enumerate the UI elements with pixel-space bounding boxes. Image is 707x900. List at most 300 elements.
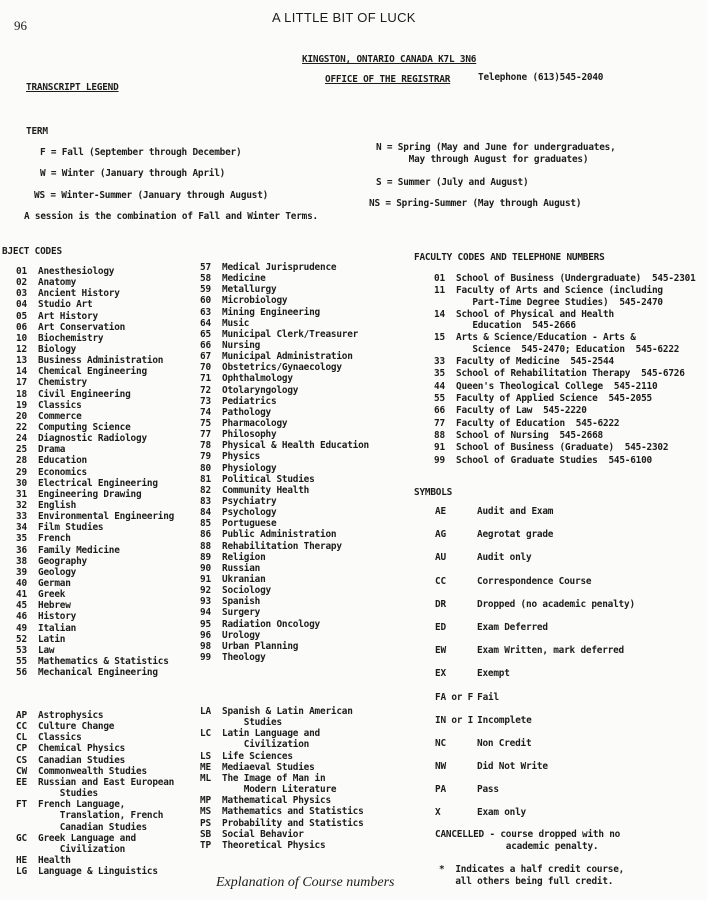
code-description: Biochemistry (38, 332, 104, 344)
letter-code-row (200, 840, 364, 851)
code-label: AE (435, 506, 446, 517)
subject-code-row (200, 440, 369, 451)
code-label: EW (435, 645, 446, 657)
faculty-code-row (434, 442, 696, 453)
code-label: 60 (200, 295, 211, 307)
code-description: Geology (38, 566, 77, 578)
code-label: 29 (16, 466, 27, 478)
code-description: Astrophysics (38, 710, 104, 721)
subject-code-row (16, 389, 174, 400)
subject-code-row (16, 411, 174, 422)
code-description: Computing Science (38, 421, 131, 433)
code-label: MS (200, 806, 211, 818)
subject-code-row (16, 667, 174, 678)
code-description: Classics (38, 399, 82, 411)
subject-codes-list-1 (16, 266, 174, 678)
code-label: 01 (434, 273, 445, 284)
code-description: Electrical Engineering (38, 477, 158, 489)
code-label: 52 (16, 633, 27, 645)
code-description: Anesthesiology (38, 266, 115, 277)
code-label: 84 (200, 507, 211, 519)
code-description: Russian and East European Studies (38, 776, 175, 800)
code-label: CL (16, 732, 27, 744)
faculty-code-row (434, 393, 696, 404)
code-description: Greek (38, 589, 66, 601)
code-description: Rehabilitation Therapy (222, 540, 342, 552)
code-label: 66 (200, 339, 211, 351)
code-description: Portuguese (222, 518, 277, 530)
subject-code-row (200, 307, 369, 318)
subject-code-row (200, 619, 369, 630)
subject-code-row (200, 373, 369, 384)
symbol-row (435, 784, 635, 807)
code-description: Culture Change (38, 721, 115, 733)
code-label: 99 (200, 651, 211, 663)
code-description: Psychiatry (222, 495, 277, 507)
subject-code-row (16, 333, 174, 344)
code-label: 11 (434, 285, 445, 297)
code-label: 03 (16, 288, 27, 300)
subject-code-row (200, 507, 369, 518)
code-description: Urban Planning (222, 640, 299, 652)
code-label: 14 (434, 308, 445, 320)
faculty-code-row (434, 332, 696, 354)
subject-code-row (200, 351, 369, 362)
subject-code-row (16, 522, 174, 533)
code-description: School of Graduate Studies 545-6100 (456, 454, 652, 466)
code-label: 31 (16, 488, 27, 500)
faculty-code-row (434, 273, 696, 284)
code-label: 34 (16, 522, 27, 534)
code-description: Civil Engineering (38, 388, 131, 400)
code-label: 94 (200, 607, 211, 619)
code-label: 38 (16, 555, 27, 567)
code-label: 93 (200, 596, 211, 608)
faculty-code-row (434, 455, 696, 466)
code-label: 02 (16, 277, 27, 289)
code-label: 19 (16, 399, 27, 411)
office-title: OFFICE OF THE REGISTRAR (325, 74, 451, 85)
code-description: Ancient History (38, 288, 120, 300)
letter-code-row (16, 766, 174, 777)
subject-code-row (16, 455, 174, 466)
symbol-row (435, 576, 635, 599)
subject-code-row (200, 463, 369, 474)
code-description: Queen's Theological College 545-2110 (456, 380, 658, 392)
code-label: 85 (200, 518, 211, 530)
letter-code-row (16, 721, 174, 732)
code-label: 71 (200, 373, 211, 385)
subject-code-row (16, 489, 174, 500)
code-description: The Image of Man in Modern Literature (222, 772, 337, 796)
page-number: 96 (14, 18, 27, 33)
code-description: Chemical Physics (38, 743, 126, 755)
code-description: Pharmacology (222, 417, 288, 429)
code-label: 91 (200, 573, 211, 585)
letter-code-row (16, 866, 174, 877)
subject-code-row (16, 500, 174, 511)
subject-code-row (200, 418, 369, 429)
faculty-codes-title: FACULTY CODES AND TELEPHONE NUMBERS (414, 252, 605, 263)
registrar-address: KINGSTON, ONTARIO CANADA K7L 3N6 (302, 54, 477, 65)
subject-code-row (200, 329, 369, 340)
subject-code-row (200, 318, 369, 329)
letter-code-row (200, 806, 364, 817)
subject-code-row (16, 478, 174, 489)
code-label: 78 (200, 440, 211, 452)
symbol-row (435, 692, 635, 715)
code-label: 30 (16, 477, 27, 489)
code-label: 77 (200, 429, 211, 441)
code-label: 67 (200, 351, 211, 363)
subject-code-row (16, 266, 174, 277)
subject-code-row (16, 467, 174, 478)
code-description: Dropped (no academic penalty) (477, 598, 635, 610)
subject-code-row (200, 396, 369, 407)
code-label: 17 (16, 377, 27, 389)
code-label: 05 (16, 310, 27, 322)
code-description: Greek Language and Civilization (38, 832, 136, 855)
code-label: 33 (434, 355, 445, 367)
code-label: 01 (16, 266, 27, 277)
code-label: 91 (434, 442, 445, 454)
code-label: 57 (200, 262, 211, 273)
subject-code-row (200, 485, 369, 496)
code-description: Exam Written, mark deferred (477, 645, 624, 657)
code-description: Religion (222, 551, 266, 563)
subject-code-row (200, 652, 369, 663)
code-description: School of Business (Graduate) 545-2302 (456, 442, 669, 454)
subject-code-row (16, 355, 174, 366)
code-label: 64 (200, 317, 211, 329)
subject-code-row (16, 344, 174, 355)
subject-code-row (200, 585, 369, 596)
code-description: Mathematical Physics (222, 795, 331, 807)
code-description: Audit only (477, 552, 532, 564)
code-description: Ukranian (222, 573, 266, 585)
code-label: AU (435, 552, 446, 564)
code-description: Incomplete (477, 714, 532, 726)
code-label: EX (435, 668, 446, 680)
code-description: Aegrotat grade (477, 529, 554, 541)
symbol-row (435, 645, 635, 668)
letter-code-row (200, 706, 364, 728)
code-description: Commerce (38, 410, 82, 422)
code-description: Medical Jurisprudence (222, 262, 337, 273)
letter-code-row (16, 777, 174, 799)
faculty-code-row (434, 381, 696, 392)
code-description: Pediatrics (222, 395, 277, 407)
code-description: Canadian Studies (38, 754, 126, 766)
code-label: IN or I (435, 714, 474, 726)
code-description: Political Studies (222, 473, 315, 485)
code-label: 99 (434, 454, 445, 466)
code-description: Biology (38, 343, 77, 355)
code-label: 53 (16, 644, 27, 656)
legend-title: TRANSCRIPT LEGEND (26, 82, 119, 93)
code-description: Physical & Health Education (222, 440, 369, 452)
code-description: Art History (38, 310, 98, 322)
code-label: 65 (200, 328, 211, 340)
subject-code-row (16, 578, 174, 589)
code-label: ME (200, 761, 211, 773)
code-description: Medicine (222, 273, 266, 285)
symbol-row (435, 622, 635, 645)
code-description: Arts & Science/Education - Arts & Science 545-2470; Education 545-6222 (456, 332, 680, 355)
code-label: 89 (200, 551, 211, 563)
symbol-row (435, 506, 635, 529)
code-description: Audit and Exam (477, 506, 554, 517)
code-description: Mechanical Engineering (38, 667, 158, 679)
code-description: Music (222, 317, 250, 329)
subject-codes-list-2 (200, 262, 369, 663)
faculty-code-row (434, 285, 696, 307)
code-description: Spanish (222, 596, 261, 608)
figure-caption: Explanation of Course numbers (216, 875, 395, 890)
code-description: Exempt (477, 668, 510, 680)
code-label: FT (16, 799, 27, 811)
code-label: FA or F (435, 691, 474, 703)
term-winter-summer: WS = Winter-Summer (January through August) (34, 190, 269, 201)
term-winter: W = Winter (January through April) (40, 168, 226, 179)
code-label: 75 (200, 417, 211, 429)
code-label: 96 (200, 629, 211, 641)
letter-codes-list-2 (200, 706, 364, 851)
code-label: 13 (16, 355, 27, 367)
code-label: 41 (16, 589, 27, 601)
code-description: Physics (222, 451, 261, 463)
symbol-row (435, 738, 635, 761)
code-description: Life Sciences (222, 750, 293, 762)
code-label: 59 (200, 284, 211, 296)
code-label: 04 (16, 299, 27, 311)
faculty-code-row (434, 356, 696, 367)
code-label: CC (435, 575, 446, 587)
subject-code-row (200, 541, 369, 552)
subject-code-row (16, 600, 174, 611)
code-label: EE (16, 776, 27, 788)
code-description: Philosophy (222, 429, 277, 441)
subject-code-row (200, 552, 369, 563)
subject-code-row (200, 630, 369, 641)
code-label: 88 (434, 429, 445, 441)
code-label: ML (200, 772, 211, 784)
code-description: Fail (477, 691, 499, 703)
subject-code-row (200, 596, 369, 607)
subject-codes-title: BJECT CODES (2, 246, 62, 257)
faculty-code-row (434, 405, 696, 416)
code-label: NW (435, 761, 446, 773)
code-label: 36 (16, 544, 27, 556)
code-description: Municipal Clerk/Treasurer (222, 328, 359, 340)
code-label: 40 (16, 577, 27, 589)
code-description: French (38, 533, 71, 545)
code-label: 55 (16, 655, 27, 667)
code-description: Did Not Write (477, 761, 548, 773)
code-label: 25 (16, 444, 27, 456)
code-description: German (38, 577, 71, 589)
code-label: 79 (200, 451, 211, 463)
code-label: 55 (434, 392, 445, 404)
code-description: Probability and Statistics (222, 817, 364, 829)
code-label: LS (200, 750, 211, 762)
letter-code-row (200, 829, 364, 840)
code-description: School of Business (Undergraduate) 545-2301 (456, 273, 696, 284)
code-description: Otolaryngology (222, 384, 299, 396)
code-label: 10 (16, 332, 27, 344)
code-label: 12 (16, 343, 27, 355)
code-description: Sociology (222, 585, 271, 597)
code-description: Latin Language and Civilization (222, 728, 320, 751)
code-description: Faculty of Arts and Science (including Part-Time Degree Studies) 545-2470 (456, 285, 663, 308)
subject-code-row (200, 284, 369, 295)
code-label: CC (16, 721, 27, 733)
code-description: Drama (38, 444, 66, 456)
code-description: Correspondence Course (477, 575, 592, 587)
code-label: 86 (200, 529, 211, 541)
code-description: Health (38, 855, 71, 867)
code-description: Mining Engineering (222, 306, 320, 318)
code-description: Public Administration (222, 529, 337, 541)
symbol-row (435, 807, 635, 830)
letter-code-row (200, 773, 364, 795)
subject-code-row (16, 377, 174, 388)
code-description: School of Physical and Health Education 545-2666 (456, 308, 614, 331)
subject-code-row (16, 645, 174, 656)
subject-code-row (16, 433, 174, 444)
code-description: Law (38, 644, 55, 656)
code-label: 81 (200, 473, 211, 485)
code-label: SB (200, 828, 211, 840)
subject-code-row (200, 385, 369, 396)
code-description: French Language, Translation, French Canadian Studies (38, 799, 164, 833)
code-description: Mediaeval Studies (222, 761, 315, 773)
code-description: English (38, 499, 77, 511)
letter-code-row (200, 751, 364, 762)
subject-code-row (16, 400, 174, 411)
code-description: Hebrew (38, 600, 71, 612)
code-label: CW (16, 765, 27, 777)
code-description: Exam Deferred (477, 621, 548, 633)
code-label: 83 (200, 495, 211, 507)
code-label: 80 (200, 462, 211, 474)
subject-code-row (200, 340, 369, 351)
code-description: Geography (38, 555, 87, 567)
letter-code-row (200, 762, 364, 773)
code-description: Language & Linguistics (38, 866, 158, 878)
faculty-code-row (434, 368, 696, 379)
code-label: 73 (200, 395, 211, 407)
code-label: 35 (434, 368, 445, 380)
code-description: Anatomy (38, 277, 77, 289)
code-description: Mathematics & Statistics (38, 655, 169, 667)
code-label: 70 (200, 362, 211, 374)
subject-code-row (16, 366, 174, 377)
symbol-row (435, 529, 635, 552)
code-description: Russian (222, 562, 261, 574)
code-description: Obstetrics/Gynaecology (222, 362, 342, 374)
code-label: 15 (434, 332, 445, 344)
code-label: PA (435, 784, 446, 796)
code-label: GC (16, 832, 27, 844)
subject-code-row (200, 295, 369, 306)
subject-code-row (200, 429, 369, 440)
code-label: 33 (16, 511, 27, 523)
subject-code-row (16, 556, 174, 567)
code-description: Microbiology (222, 295, 288, 307)
code-label: 98 (200, 640, 211, 652)
code-description: Education (38, 455, 87, 467)
code-description: Chemistry (38, 377, 87, 389)
term-summer: S = Summer (July and August) (376, 177, 529, 188)
code-label: AG (435, 529, 446, 541)
subject-code-row (200, 529, 369, 540)
code-description: Economics (38, 466, 87, 478)
code-description: Studio Art (38, 299, 93, 311)
code-description: Faculty of Education 545-6222 (456, 417, 620, 429)
code-label: DR (435, 598, 446, 610)
symbols-title: SYMBOLS (414, 487, 453, 498)
letter-codes-list-1 (16, 710, 174, 877)
code-label: 74 (200, 406, 211, 418)
code-description: Psychology (222, 507, 277, 519)
code-description: Nursing (222, 339, 261, 351)
letter-code-row (16, 755, 174, 766)
code-label: 28 (16, 455, 27, 467)
code-label: 82 (200, 484, 211, 496)
code-label: LG (16, 866, 27, 878)
subject-code-row (16, 277, 174, 288)
code-label: CS (16, 754, 27, 766)
subject-code-row (16, 422, 174, 433)
code-label: 49 (16, 622, 27, 634)
code-description: Radiation Oncology (222, 618, 320, 630)
code-description: Film Studies (38, 522, 104, 534)
code-description: Classics (38, 732, 82, 744)
letter-code-row (16, 799, 174, 832)
code-description: Physiology (222, 462, 277, 474)
subject-code-row (16, 656, 174, 667)
letter-code-row (16, 710, 174, 721)
letter-code-row (200, 818, 364, 829)
code-description: Latin (38, 633, 66, 645)
code-label: PS (200, 817, 211, 829)
code-description: Mathematics and Statistics (222, 806, 364, 818)
code-label: 06 (16, 321, 27, 333)
subject-code-row (200, 607, 369, 618)
code-label: 14 (16, 366, 27, 378)
subject-code-row (200, 451, 369, 462)
telephone: Telephone (613)545-2040 (478, 72, 604, 83)
code-description: Community Health (222, 484, 310, 496)
symbols-list (435, 506, 635, 831)
subject-code-row (16, 545, 174, 556)
code-description: School of Nursing 545-2668 (456, 429, 603, 441)
code-label: 39 (16, 566, 27, 578)
subject-code-row (200, 641, 369, 652)
subject-code-row (16, 634, 174, 645)
code-label: NC (435, 737, 446, 749)
code-description: Faculty of Medicine 545-2544 (456, 355, 614, 367)
code-label: 66 (434, 405, 445, 417)
code-label: 32 (16, 499, 27, 511)
code-description: Italian (38, 622, 77, 634)
subject-code-row (16, 623, 174, 634)
session-note: A session is the combination of Fall and Winter Terms. (24, 211, 318, 222)
code-description: Metallurgy (222, 284, 277, 296)
faculty-code-row (434, 430, 696, 441)
code-description: School of Rehabilitation Therapy 545-6726 (456, 368, 685, 380)
